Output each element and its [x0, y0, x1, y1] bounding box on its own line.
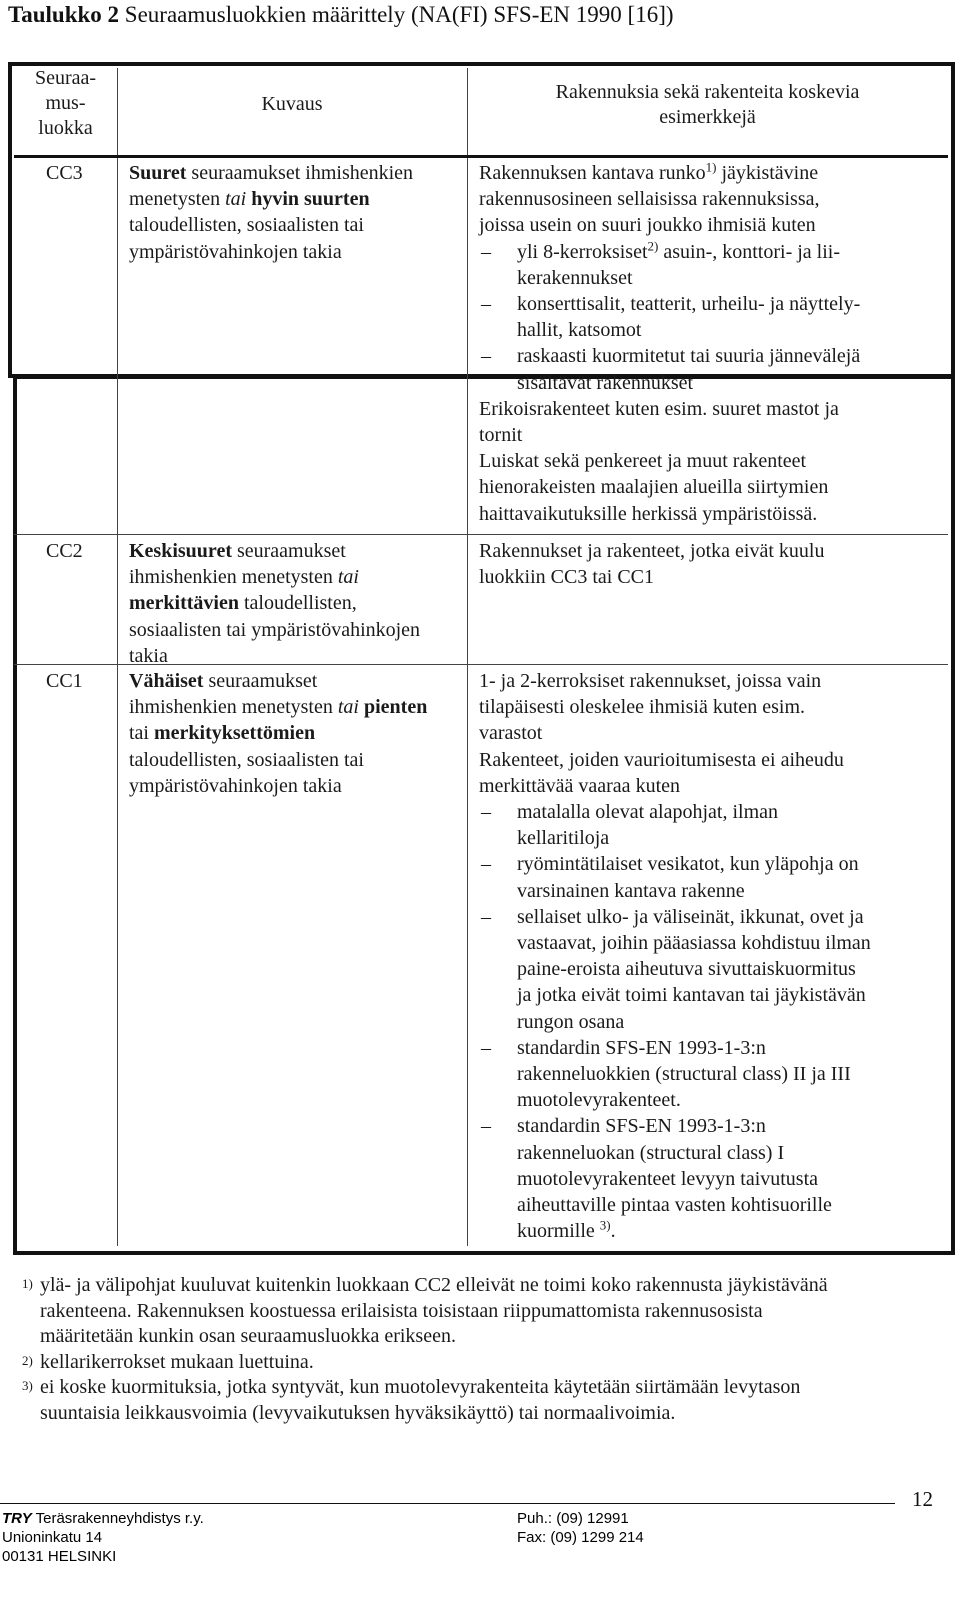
example-line: [479, 212, 939, 238]
text-run: taloudellisten,: [238, 592, 357, 615]
example-line: [479, 956, 939, 982]
example-line: [479, 538, 939, 564]
description-line: [129, 186, 469, 212]
footnote-mark: 2): [22, 1352, 33, 1368]
class-examples: [479, 538, 939, 590]
text-run: aiheuttaville pintaa vasten kohtisuorille: [517, 1194, 832, 1217]
description-line: [129, 668, 469, 694]
text-run: yli 8-kerroksiset: [517, 240, 648, 263]
text-run: Luiskat sekä penkereet ja muut rakenteet: [479, 450, 807, 473]
text-run: matalalla olevat alapohjat, ilman: [517, 801, 779, 824]
footnote-mark: 3): [22, 1378, 33, 1393]
text-run: Rakennuksen kantava runko: [479, 162, 706, 184]
footer-fax: Fax: (09) 1299 214: [517, 1529, 644, 1546]
table-caption: [8, 2, 674, 28]
description-line: [129, 239, 469, 265]
text-run: taloudellisten, sosiaalisten tai: [129, 214, 364, 237]
example-line: [479, 878, 939, 904]
example-line: [479, 317, 939, 343]
text-run: vastaavat, joihin pääasiassa kohdistuu ilman: [517, 932, 871, 955]
text-run: menetysten: [129, 188, 226, 211]
example-line: [479, 825, 939, 851]
header-class-line: mus-: [45, 92, 86, 114]
text-run: seuraamukset: [203, 670, 318, 692]
footnote-line: suuntaisia leikkausvoimia (levyvaikutuksen hyväksikäyttö) tai normaalivoimia.: [40, 1401, 676, 1424]
example-line: [479, 1192, 939, 1218]
description-line: [129, 590, 469, 616]
text-run: Rakenteet, joiden vaurioitumisesta ei aiheudu: [479, 748, 844, 771]
text-run: merkittävien: [129, 592, 239, 615]
header-class: [14, 66, 117, 141]
description-line: [129, 694, 469, 720]
consequence-class-label: CC2: [46, 540, 83, 562]
text-run: ympäristövahinkojen takia: [129, 240, 342, 263]
text-run: merkityksettömien: [154, 722, 316, 745]
example-list-item: [479, 291, 939, 317]
text-run: ryömintätilaiset vesikatot, kun yläpohja on: [517, 853, 859, 876]
description-line: [129, 160, 469, 186]
description-line: [129, 212, 469, 238]
example-line: [479, 720, 939, 746]
footer-address: [2, 1509, 204, 1566]
example-line: [479, 396, 939, 422]
class-description: [129, 668, 469, 799]
text-run: Rakennukset ja rakenteet, jotka eivät kuulu: [479, 540, 825, 562]
text-run: muotolevyrakenteet levyyn taivutusta: [517, 1167, 819, 1190]
text-run: rungon osana: [517, 1010, 625, 1033]
footnote-line: määritetään kunkin osan seuraamusluokka erikseen.: [40, 1325, 456, 1347]
description-line: [129, 564, 469, 590]
footnote: [22, 1375, 947, 1426]
example-line: [479, 1087, 939, 1113]
example-line: [479, 422, 939, 448]
header-class-line: Seuraa-: [34, 67, 97, 89]
text-run: seuraamukset: [231, 540, 346, 562]
text-run: rakenneluokan (structural class) I: [517, 1141, 785, 1164]
example-line: [479, 1009, 939, 1035]
example-line: [479, 982, 939, 1008]
text-run: .: [610, 1220, 616, 1243]
description-line: [129, 747, 469, 773]
example-line: [479, 694, 939, 720]
example-list-item: [479, 904, 939, 930]
header-examples-line: Rakennuksia sekä rakenteita koskevia: [555, 81, 860, 103]
text-run: Erikoisrakenteet kuten esim. suuret mastot ja: [479, 397, 839, 420]
text-run: luokkiin CC3 tai CC1: [479, 566, 655, 589]
example-line: [479, 747, 939, 773]
footer-street: Unioninkatu 14: [2, 1529, 103, 1546]
footnote-ref: 2): [647, 237, 659, 253]
example-list-item: [479, 343, 939, 369]
text-run: joissa usein on suuri joukko ihmisiä kuten: [479, 214, 816, 237]
footnotes: [22, 1273, 947, 1426]
footer-org: [2, 1509, 204, 1528]
text-run: Suuret: [129, 162, 187, 184]
example-line: [479, 474, 939, 500]
text-run: tornit: [479, 424, 523, 447]
text-run: hallit, katsomot: [517, 319, 642, 342]
text-run: varastot: [479, 722, 543, 745]
text-run: konserttisalit, teatterit, urheilu- ja näyttely-: [517, 293, 861, 316]
text-run: standardin SFS-EN 1993-1-3:n: [517, 1036, 766, 1059]
footer-rule: [0, 1503, 895, 1504]
text-run: ihmishenkien menetysten: [129, 696, 338, 719]
text-run: paine-eroista aiheutuva sivuttaiskuormitus: [517, 958, 856, 981]
example-line: [479, 160, 939, 186]
description-line: [129, 538, 469, 564]
header-rule: [14, 155, 948, 158]
text-run: standardin SFS-EN 1993-1-3:n: [517, 1115, 766, 1138]
description-line: [129, 617, 469, 643]
footer-phone: Puh.: (09) 12991: [517, 1510, 629, 1527]
footnote-ref: 3): [599, 1217, 611, 1233]
text-run: pienten: [363, 696, 428, 719]
footnote: [22, 1350, 947, 1376]
example-list-item: [479, 851, 939, 877]
example-line: [479, 1166, 939, 1192]
text-run: varsinainen kantava rakenne: [517, 879, 745, 902]
example-line: [479, 1140, 939, 1166]
footnote: [22, 1273, 947, 1350]
text-run: tilapäisesti oleskelee ihmisiä kuten esim.: [479, 696, 806, 719]
text-run: 1- ja 2-kerroksiset rakennukset, joissa vain: [479, 670, 822, 692]
description-line: [129, 643, 469, 669]
caption-title: Seuraamusluokkien määrittely (NA(FI) SFS-EN 1990 [16]): [124, 2, 674, 27]
example-line: [479, 501, 939, 527]
text-run: jäykistävine: [716, 162, 819, 184]
text-run: tai: [337, 566, 359, 589]
footnote-ref: 1): [705, 159, 717, 175]
header-description: Kuvaus: [261, 93, 323, 115]
example-line: [479, 1061, 939, 1087]
example-line: [479, 1218, 939, 1244]
text-run: Keskisuuret: [129, 540, 232, 562]
footer-org-abbr: TRY: [2, 1510, 32, 1527]
text-run: Vähäiset: [129, 670, 204, 692]
text-run: ihmishenkien menetysten: [129, 566, 338, 589]
text-run: tai: [129, 722, 154, 745]
text-run: kuormille: [517, 1220, 600, 1243]
example-line: [479, 186, 939, 212]
text-run: hienorakeisten maalajien alueilla siirtymien: [479, 476, 829, 499]
example-line: [479, 668, 939, 694]
text-run: takia: [129, 644, 168, 667]
text-run: merkittävää vaaraa kuten: [479, 774, 680, 797]
class-examples: [479, 160, 939, 527]
footnote-line: ei koske kuormituksia, jotka syntyvät, kun muotolevyrakenteita käytetään siirtämään levytason: [40, 1376, 801, 1398]
text-run: haittavaikutuksille herkissä ympäristöissä.: [479, 502, 818, 525]
example-line: [479, 265, 939, 291]
text-run: ympäristövahinkojen takia: [129, 774, 342, 797]
text-run: rakennusosineen sellaisissa rakennuksissa,: [479, 188, 820, 211]
footer-org-name: Teräsrakenneyhdistys r.y.: [31, 1510, 204, 1527]
footnote-line: rakenteena. Rakennuksen koostuessa erilaisista toisistaan riippumattomista rakennusosista: [40, 1299, 763, 1322]
caption-label: Taulukko 2: [8, 2, 120, 27]
example-line: [479, 773, 939, 799]
text-run: tai: [337, 696, 359, 719]
text-run: muotolevyrakenteet.: [517, 1089, 681, 1112]
text-run: sisältävät rakennukset: [517, 371, 694, 394]
footnote-line: kellarikerrokset mukaan luettuina.: [40, 1350, 314, 1373]
class-examples: [479, 668, 939, 1244]
consequence-class-label: CC3: [46, 162, 83, 184]
header-examples-line: esimerkkejä: [659, 106, 756, 128]
example-line: [479, 930, 939, 956]
example-line: [479, 564, 939, 590]
description-line: [129, 773, 469, 799]
consequence-class-table: [14, 68, 948, 1246]
text-run: sosiaalisten tai ympäristövahinkojen: [129, 618, 421, 641]
text-run: ja jotka eivät toimi kantavan tai jäykistävän: [517, 984, 866, 1007]
text-run: asuin-, konttori- ja lii-: [658, 240, 841, 263]
example-list-item: [479, 1113, 939, 1139]
example-line: [479, 370, 939, 396]
footnote-line: ylä- ja välipohjat kuuluvat kuitenkin luokkaan CC2 elleivät ne toimi koko rakennusta jäykistävänä: [40, 1274, 828, 1296]
footer-city: 00131 HELSINKI: [2, 1548, 117, 1565]
text-run: raskaasti kuormitetut tai suuria jännevälejä: [517, 345, 861, 368]
row-rule: [14, 534, 948, 535]
text-run: sellaiset ulko- ja väliseinät, ikkunat, ovet ja: [517, 905, 864, 928]
class-description: [129, 538, 469, 669]
text-run: seuraamukset ihmishenkien: [186, 162, 414, 184]
header-class-line: luokka: [38, 117, 93, 139]
example-list-item: [479, 239, 939, 265]
page-number: 12: [912, 1487, 933, 1511]
text-run: kerakennukset: [517, 266, 633, 289]
example-list-item: [479, 1035, 939, 1061]
example-line: [479, 448, 939, 474]
header-examples: [467, 80, 948, 130]
consequence-class-label: CC1: [46, 670, 83, 692]
column-divider: [117, 68, 118, 1246]
text-run: rakenneluokkien (structural class) II ja III: [517, 1063, 851, 1086]
class-description: [129, 160, 469, 265]
text-run: tai: [225, 188, 247, 211]
text-run: kellaritiloja: [517, 827, 610, 850]
text-run: taloudellisten, sosiaalisten tai: [129, 748, 364, 771]
footnote-mark: 1): [22, 1276, 33, 1291]
text-run: hyvin suurten: [251, 188, 370, 211]
description-line: [129, 720, 469, 746]
example-list-item: [479, 799, 939, 825]
footer-contact: [517, 1509, 644, 1547]
